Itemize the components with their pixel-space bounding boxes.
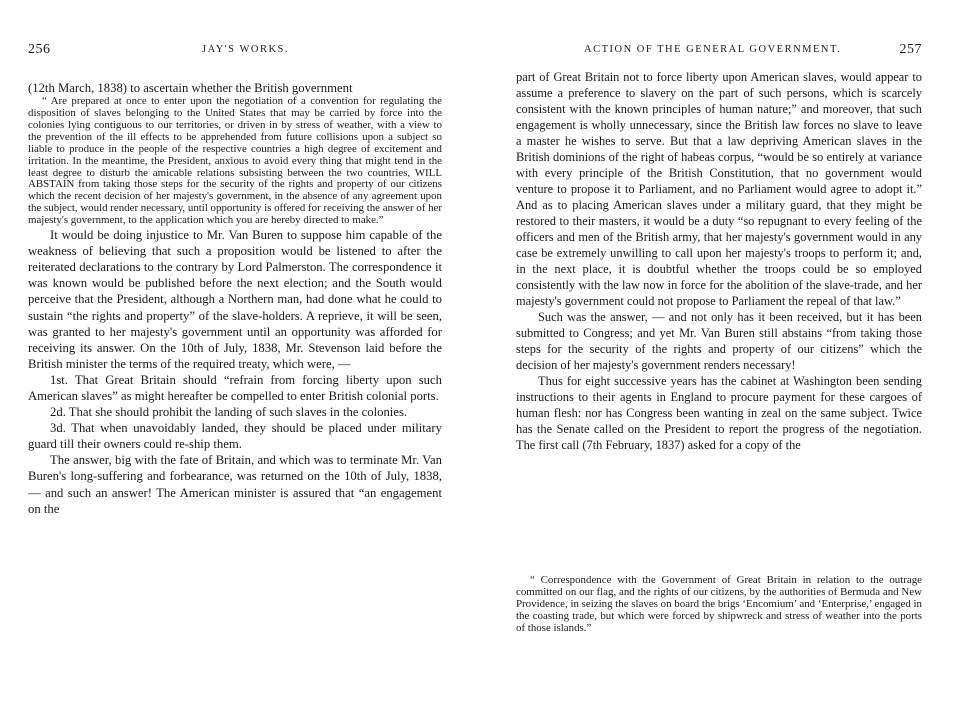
- paragraph: Such was the answer, — and not only has it been received, but it has been submitted to Congress; and yet Mr. Van Buren still abstains “from taking those steps for the security of the rights and property of our citizens” which the decision of her majesty's government renders necessary!: [516, 310, 922, 372]
- list-item: 2d. That she should prohibit the landing of such slaves in the colonies.: [50, 405, 408, 420]
- paragraph: part of Great Britain not to force liberty upon American slaves, would appear to assume a preference to slavery on the part of such persons, which is scarcely consistent with the known principles of human nature;” and moreover, that such engagement is wholly unnecessary, since the British law forces no slave to leave a master he wishes to serve. But that a law depriving American slaves in the British dominions of the right of habeas corpus, “would be so entirely at variance with every principle of the British Constitution, that no government would venture to propose it to Parliament, and no Parliament would agree to adopt it.” And as to placing American slaves under a military guard, that they might be restored to their masters, it would be a duty “so repugnant to every feeling of the officers and men of the British army, that her majesty's government would in any case be extremely unwilling to call upon her majesty's troops to perform it; and, in the next place, it is doubtful whether the troops could be so employed consistently with the law now in force for the abolition of the slave-trade, and her majesty's government could not propose to Parliament the repeal of that law.”: [516, 70, 922, 308]
- paragraph: The answer, big with the fate of Britain, and which was to terminate Mr. Van Buren's long-suffering and forbearance, was returned on the 10th of July, 1838, — and such an answer! The American minister is assured that “an engagement on the: [28, 453, 442, 516]
- left-running-title: JAY'S WORKS.: [202, 44, 289, 55]
- list-item: 3d. That when unavoidably landed, they should be placed under military guard till their owners could re-ship them.: [28, 421, 442, 452]
- quoted-title: “ Correspondence with the Government of Great Britain in relation to the outrage committed on our flag, and the rights of our citizens, by the authorities of Bermuda and New Providence, in seizing the slaves on board the brigs ‘Encomium’ and ‘Enterprise,’ engaged in the coasting trade, but which were forced by shipwreck and stress of weather into the ports of those islands.”: [516, 574, 922, 634]
- paragraph: Thus for eight successive years has the cabinet at Washington been sending instructions to their agents in England to procure payment for these cargoes of human flesh: nor has Congress been wanting in zeal on the same subject. Twice has the Senate called on the President to report the progress of the negotiation. The first call (7th February, 1837) asked for a copy of the: [516, 374, 922, 452]
- left-page-body: [28, 80, 442, 517]
- right-page-number: 257: [899, 42, 922, 57]
- right-running-title: ACTION OF THE GENERAL GOVERNMENT.: [584, 44, 842, 55]
- left-page-number: 256: [28, 42, 51, 57]
- right-page-body: [516, 69, 922, 453]
- opening-text: (12th March, 1838) to ascertain whether the British government: [28, 81, 353, 95]
- paragraph: It would be doing injustice to Mr. Van Buren to suppose him capable of the weakness of believing that such a proposition would be listened to after the reiterated declarations to the contrary by Lord Palmerston. The correspondence it was known would be published before the next election; and the South would perceive that the President, although a Northern man, had done what he could to sustain “the rights and property” of the slave-holders. A reprieve, it will be seen, was granted to her majesty's government until an opportunity was afforded for receiving its answer. On the 10th of July, 1838, Mr. Stevenson laid before the British minister the terms of the required treaty, which were, —: [28, 228, 442, 371]
- list-item: 1st. That Great Britain should “refrain from forcing liberty upon such American slaves” as might hereafter be compelled to enter British colonial ports.: [28, 372, 442, 403]
- block-quote: “ Are prepared at once to enter upon the negotiation of a convention for regulating the disposition of slaves belonging to the United States that may be carried by force into the colonies lying contiguous to our territories, or driven in by stress of weather, with a view to the prevention of the ill effects to be apprehended from future collisions upon a subject so liable to produce in the people of the respective countries a high degree of excitement and irritation. In the meantime, the President, anxious to avoid every thing that might tend in the least degree to disturb the amicable relations subsisting between the two countries, WILL ABSTAIN from taking those steps for the security of the rights and property of our citizens which the recent decision of her majesty's government, in the absence of any agreement upon the subject, would render necessary, until opportunity is offered for receiving the answer of her majesty's government, to the application which you are hereby directed to make.”: [28, 95, 443, 227]
- quoted-title-block: [516, 575, 922, 635]
